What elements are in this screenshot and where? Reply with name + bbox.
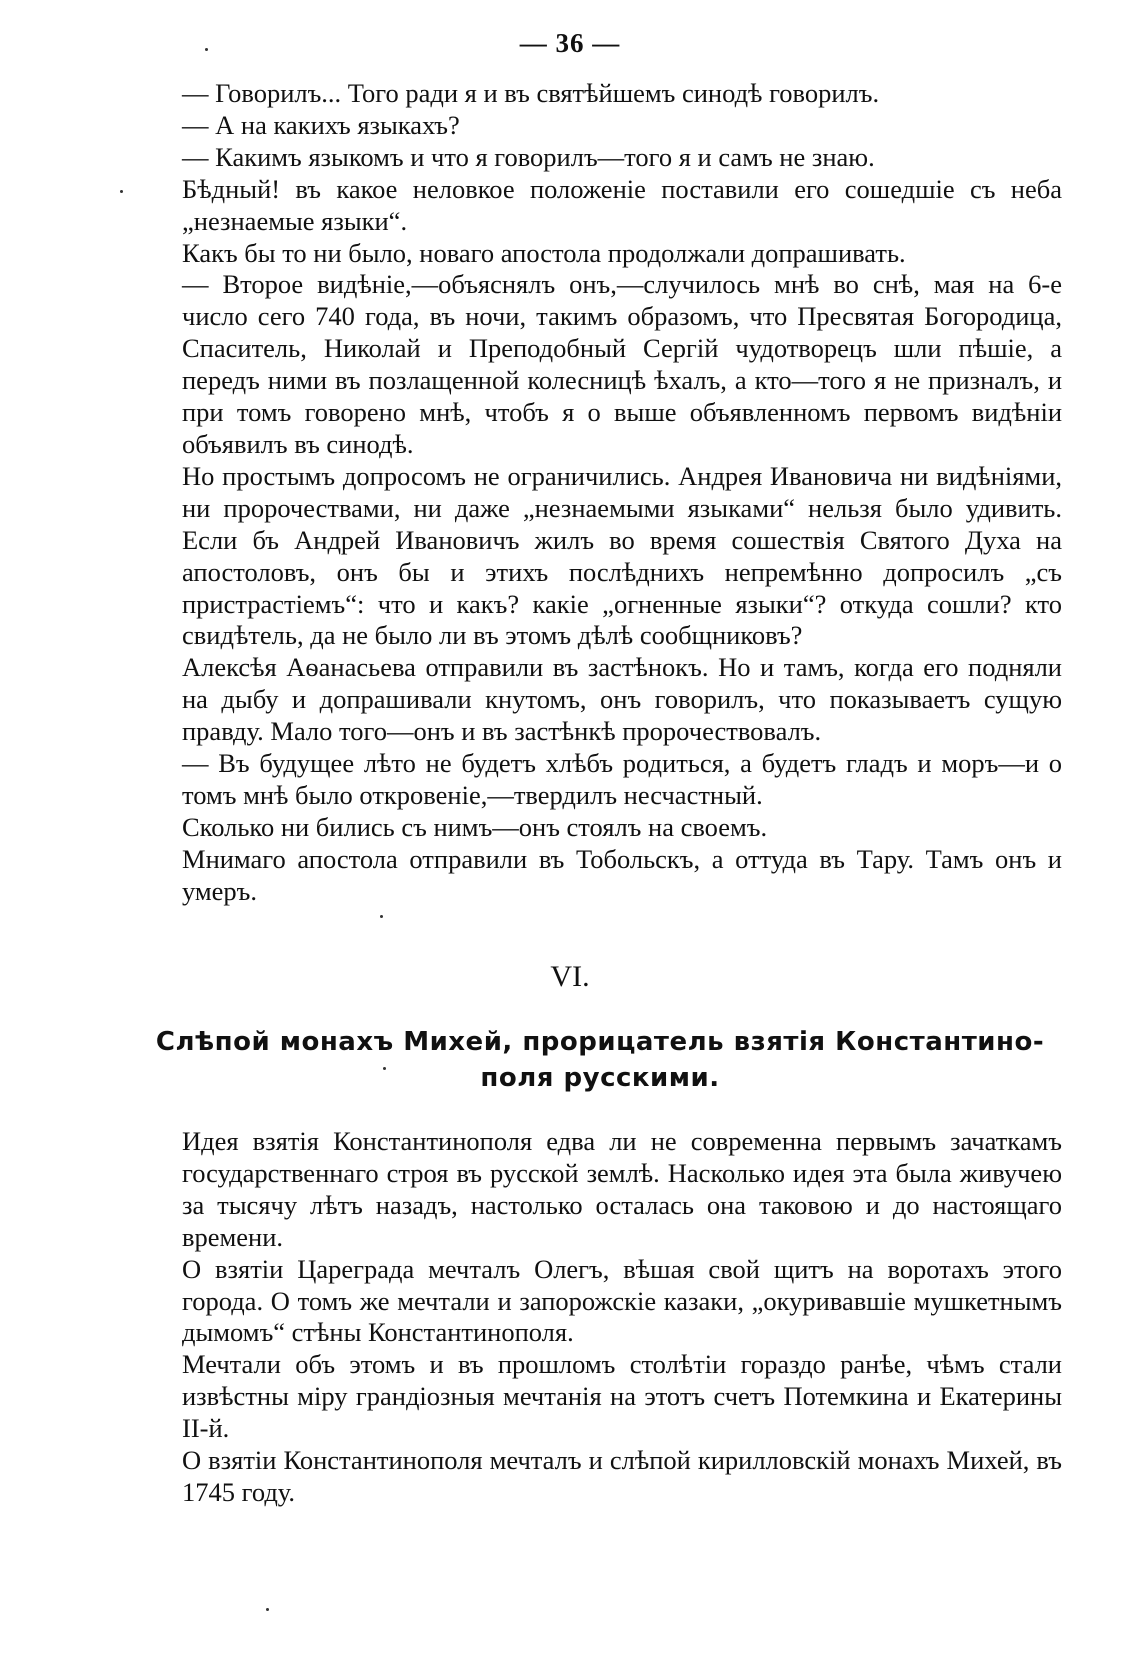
section-heading [140, 1024, 1060, 1096]
print-speck [383, 1067, 386, 1070]
paragraph: — Въ будущее лѣто не будетъ хлѣбъ родиться, а будетъ гладъ и моръ—и о томъ мнѣ было откровеніе,—твердилъ несчастный. [182, 748, 1062, 810]
paragraph: Сколько ни бились съ нимъ—онъ стоялъ на своемъ. [182, 811, 768, 842]
section-numeral: VI. [550, 960, 590, 993]
text-block-lower [182, 1126, 1062, 1509]
page-number: — 36 — [519, 28, 621, 58]
paragraph: — Второе видѣніе,—объяснялъ онъ,—случилось мнѣ во снѣ, мая на 6-е число сего 740 года, въ ночи, такимъ образомъ, что Пресвятая Богородица, Спаситель, Николай и Преподобный Сергій чудотворецъ шли пѣшіе, а передъ ними въ позлащенной колесницѣ ѣхалъ, а кто—того я не призналъ, и при томъ говорено мнѣ, чтобъ я о выше объявленномъ первомъ видѣніи объявилъ въ синодѣ. [182, 269, 1062, 459]
paragraph: — Говорилъ... Того ради я и въ святѣйшемъ синодѣ говорилъ. [182, 78, 880, 108]
print-speck [120, 190, 123, 193]
paragraph: О взятіи Константинополя мечталъ и слѣпой кирилловскій монахъ Михей, въ 1745 году. [182, 1445, 1062, 1507]
print-speck [266, 1608, 269, 1611]
paragraph: Мечтали объ этомъ и въ прошломъ столѣтіи гораздо ранѣе, чѣмъ стали извѣстны міру грандіозныя мечтанія на этотъ счетъ Потемкина и Екатерины II-й. [182, 1349, 1062, 1444]
section-heading-line-1: Слѣпой монахъ Михей, прорицатель взятія Константино- [155, 1027, 1045, 1057]
text-block-upper [182, 78, 1062, 908]
paragraph: О взятіи Цареграда мечталъ Олегъ, вѣшая свой щитъ на воротахъ этого города. О томъ же мечтали и запорожскіе казаки, „окуривавшіе мушкетнымъ дымомъ“ стѣны Константинополя. [182, 1253, 1062, 1348]
paragraph: Мнимаго апостола отправили въ Тобольскъ, а оттуда въ Тару. Тамъ онъ и умеръ. [182, 843, 1062, 906]
paragraph: Но простымъ допросомъ не ограничились. Андрея Ивановича ни видѣніями, ни пророчествами, ни даже „незнаемыми языками“ нельзя было удивить. Если бъ Андрей Ивановичъ жилъ во время сошествія Святого Духа на апостоловъ, онъ бы и этихъ послѣднихъ непремѣнно допросилъ „съ пристрастіемъ“: что и какъ? какіе „огненные языки“? откуда сошли? кто свидѣтель, да не было ли въ этомъ дѣлѣ сообщниковъ? [182, 460, 1062, 651]
paragraph: Какъ бы то ни было, новаго апостола продолжали допрашивать. [182, 237, 906, 268]
print-speck [380, 915, 383, 918]
paragraph: Идея взятія Константинополя едва ли не современна первымъ зачаткамъ государственнаго строя въ русской землѣ. Насколько идея эта была живучею за тысячу лѣтъ назадъ, настолько осталась она таковою и до настоящаго времени. [182, 1126, 1062, 1252]
paragraph: — А на какихъ языкахъ? [182, 109, 460, 140]
paragraph: — Какимъ языкомъ и что я говорилъ—того я и самъ не знаю. [182, 141, 875, 172]
paragraph: Бѣдный! въ какое неловкое положеніе поставили его сошедшіе съ неба „незнаемые языки“. [182, 173, 1062, 236]
section-heading-line-2: поля русскими. [480, 1063, 720, 1093]
print-speck [205, 48, 208, 51]
paragraph: Алексѣя Аѳанасьева отправили въ застѣнокъ. Но и тамъ, когда его подняли на дыбу и допрашивали кнутомъ, онъ говорилъ, что показываетъ сущую правду. Мало того—онъ и въ застѣнкѣ пророчествовалъ. [182, 652, 1062, 747]
